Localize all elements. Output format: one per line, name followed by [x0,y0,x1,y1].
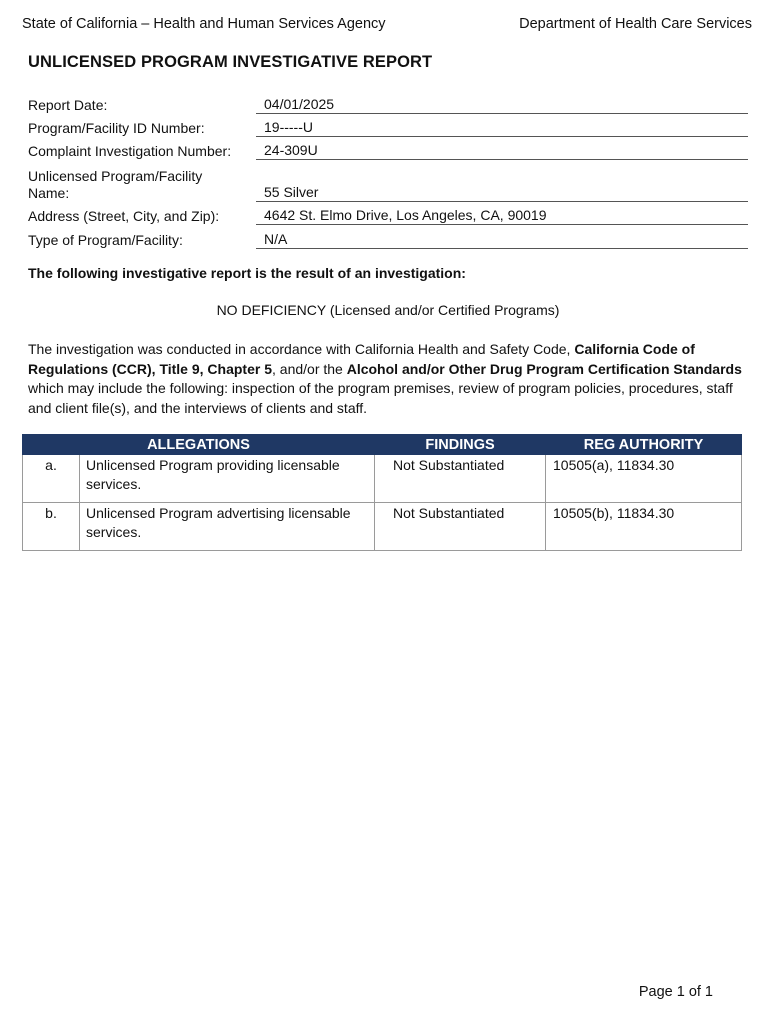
facility-id-value: 19-----U [256,118,748,137]
page-number: Page 1 of 1 [638,984,713,1000]
facility-type-label: Type of Program/Facility: [28,232,183,248]
agency-header: State of California – Health and Human Services Agency [22,16,386,32]
finding-cell: Not Substantiated [375,455,546,503]
row-letter: a. [23,455,80,503]
address-label: Address (Street, City, and Zip): [28,208,220,224]
facility-name-label-line1: Unlicensed Program/Facility [28,168,203,184]
paragraph-text-1: The investigation was conducted in accordance with California Health and Safety Code, [28,341,575,357]
complaint-number-row [28,137,748,160]
allegation-cell: Unlicensed Program providing licensable services. [80,455,375,503]
row-letter: b. [23,503,80,551]
reg-authority-header: REG AUTHORITY [546,435,742,455]
table-row [23,455,742,503]
facility-type-row [28,225,748,249]
address-value: 4642 St. Elmo Drive, Los Angeles, CA, 90019 [256,206,748,225]
reg-authority-cell: 10505(a), 11834.30 [546,455,742,503]
investigation-intro: The following investigative report is the result of an investigation: [28,265,466,281]
facility-id-row [28,114,748,137]
investigation-result: NO DEFICIENCY (Licensed and/or Certified Programs) [216,302,560,318]
findings-header: FINDINGS [375,435,546,455]
facility-id-label: Program/Facility ID Number: [28,120,205,136]
facility-name-label [28,168,256,202]
paragraph-bold-ccr: California Code of Regulations (CCR), Title 9, Chapter 5 [28,341,695,377]
finding-cell: Not Substantiated [375,503,546,551]
report-date-label: Report Date: [28,97,108,113]
complaint-number-value: 24-309U [256,141,748,160]
table-header-row [23,435,742,455]
paragraph-text-2: , and/or the [272,360,347,377]
report-info-block [28,92,748,249]
facility-name-label-line2: Name: [28,185,70,201]
report-title: UNLICENSED PROGRAM INVESTIGATIVE REPORT [28,53,433,71]
allegations-header: ALLEGATIONS [23,435,375,455]
table-row [23,503,742,551]
facility-type-value: N/A [256,230,748,249]
complaint-number-label: Complaint Investigation Number: [28,143,232,159]
address-row [28,202,748,225]
reg-authority-cell: 10505(b), 11834.30 [546,503,742,551]
facility-name-row [28,160,748,202]
department-header: Department of Health Care Services [519,16,752,32]
facility-name-value: 55 Silver [256,183,748,202]
allegations-table [22,434,742,551]
report-date-value: 04/01/2025 [256,95,748,114]
paragraph-text-3: which may include the following: inspection of the program premises, review of program policies, procedures, staff and client file(s), and the interviews of clients and staff. [28,380,733,416]
allegation-cell: Unlicensed Program advertising licensable services. [80,503,375,551]
paragraph-bold-standards: Alcohol and/or Other Drug Program Certification Standards [346,360,742,377]
report-date-row [28,92,748,114]
investigation-paragraph [28,340,744,418]
